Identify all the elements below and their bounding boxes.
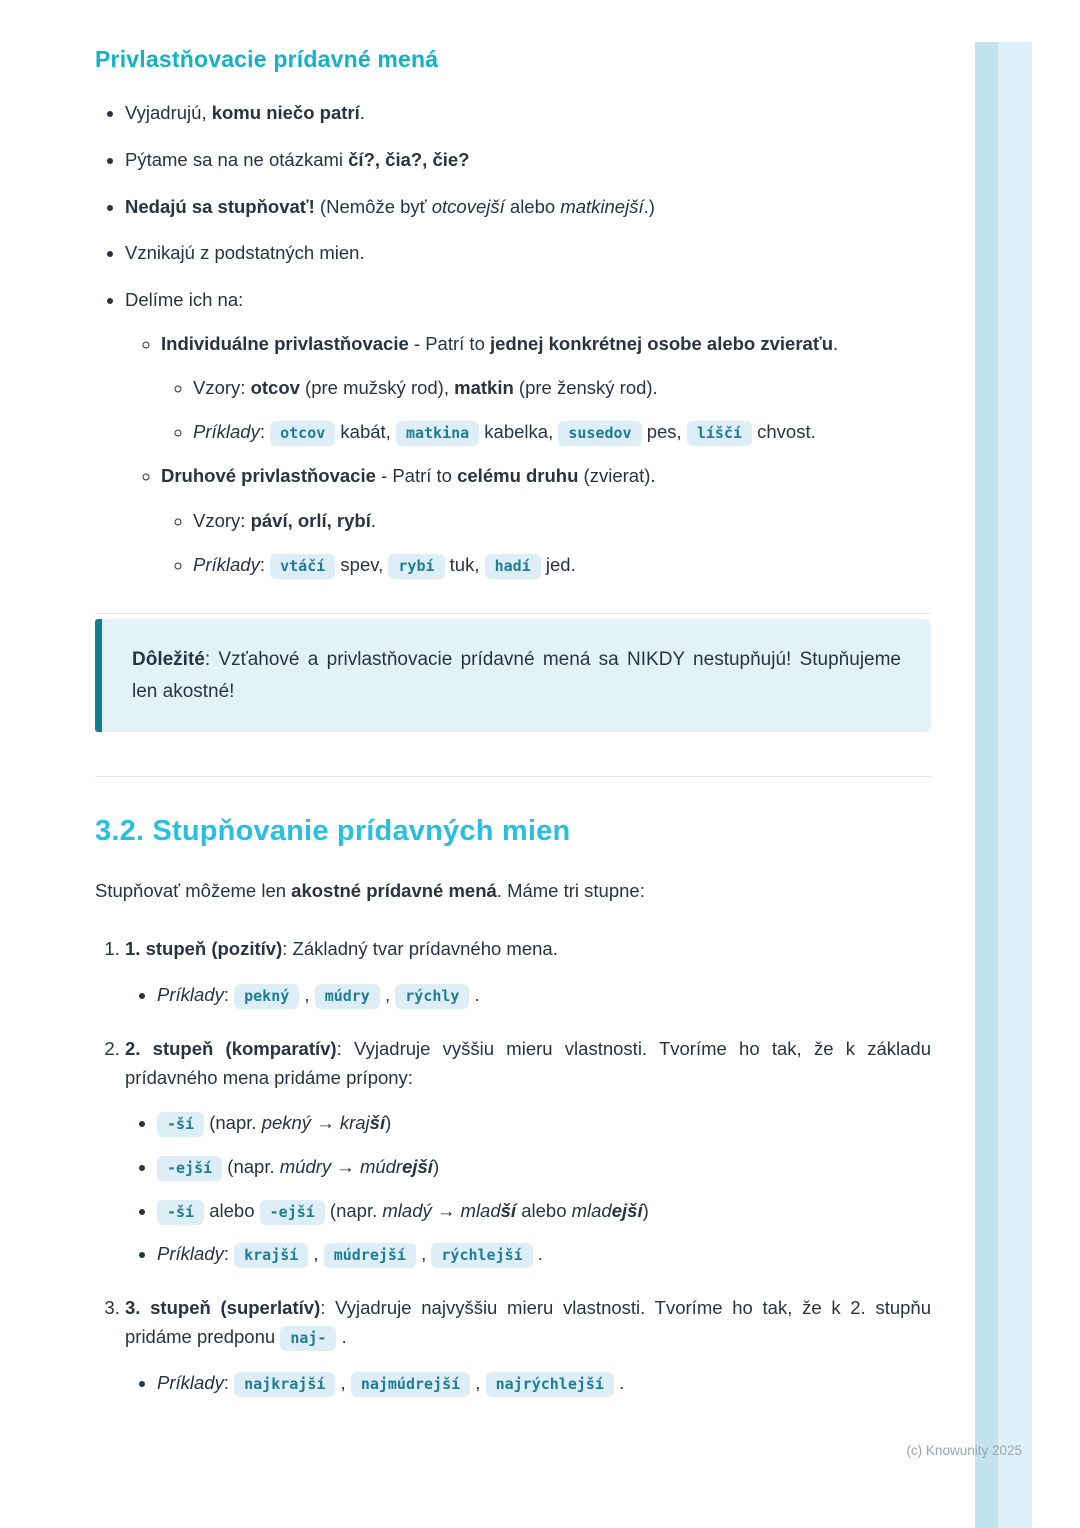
- bullet-text: • -ejší (napr. múdry → múdrejší): [157, 1153, 931, 1181]
- step-examples-list: [125, 981, 931, 1009]
- bullet-text: • Vznikajú z podstatných mien.: [125, 242, 365, 264]
- inline-code-chip: naj-: [280, 1326, 336, 1351]
- inline-code-chip: rýchly: [395, 984, 469, 1009]
- inline-code-chip: pekný: [234, 984, 299, 1009]
- inline-code-chip: matkina: [396, 421, 479, 446]
- section-title-stupnovanie: 3.2. Stupňovanie prídavných mien: [95, 814, 571, 847]
- page-edge-decoration: [975, 42, 1032, 1528]
- bullet-item: [161, 329, 931, 447]
- bullet-item: [157, 1240, 931, 1268]
- bullet-text: • Vyjadrujú, komu niečo patrí.: [125, 102, 365, 123]
- possessive-bullet-list: [95, 99, 931, 579]
- bullet-item: [193, 550, 931, 580]
- step-suffixes-list: [125, 1109, 931, 1268]
- bullet-text: ◦ Príklady: vtáčí spev, rybí tuk, hadí jed.: [193, 550, 931, 580]
- bullet-item: [125, 239, 931, 267]
- bullet-item: [125, 193, 931, 221]
- bullet-text: ◦ Vzory: otcov (pre mužský rod), matkin (pre ženský rod).: [193, 377, 658, 399]
- bullet-item: [157, 1197, 931, 1225]
- copyright-footer: (c) Knowunity 2025: [906, 1443, 1022, 1458]
- step-text: 1. 1. stupeň (pozitív): Základný tvar prídavného mena.: [125, 938, 558, 960]
- bullet-text: • Príklady: krajší , múdrejší , rýchlejší .: [157, 1240, 931, 1268]
- section-divider: [95, 776, 931, 777]
- edge-strip-dark: [975, 42, 998, 1528]
- bullet-item: [193, 506, 931, 536]
- bullet-text: ◦ Príklady: otcov kabát, matkina kabelka, susedov pes, líščí chvost.: [193, 417, 931, 447]
- bullet-text: ◦ Druhové privlastňovacie - Patrí to celému druhu (zvierat).: [161, 465, 656, 487]
- inline-code-chip: vtáčí: [270, 554, 335, 579]
- inline-code-chip: susedov: [558, 421, 641, 446]
- section-title-privlastnovacie: Privlastňovacie prídavné mená: [95, 46, 439, 72]
- bullet-item: [157, 1153, 931, 1181]
- inline-code-chip: najmúdrejší: [351, 1372, 470, 1397]
- bullet-item: [125, 286, 931, 579]
- intro-paragraph: Stupňovať môžeme len akostné prídavné mená. Máme tri stupne:: [95, 879, 645, 901]
- inline-code-chip: rýchlejší: [431, 1243, 532, 1268]
- inline-code-chip: krajší: [234, 1243, 308, 1268]
- step-examples-list: [125, 1369, 931, 1397]
- grades-ordered-list: [95, 935, 931, 1396]
- bullet-item: [161, 461, 931, 579]
- species-detail-list: [161, 506, 931, 579]
- bullet-item: [157, 981, 931, 1009]
- bullet-text: ◦ Vzory: páví, orlí, rybí.: [193, 509, 377, 531]
- inline-code-chip: -ší: [157, 1112, 204, 1137]
- bullet-item: [125, 99, 931, 127]
- inline-code-chip: líščí: [687, 421, 752, 446]
- bullet-item: [193, 373, 931, 403]
- bullet-text: • Nedajú sa stupňovať! (Nemôže byť otcovejší alebo matkinejší.): [125, 195, 655, 217]
- step-text: 2. 2. stupeň (komparatív): Vyjadruje vyššiu mieru vlastnosti. Tvoríme ho tak, že k základu prídavného mena pridáme prípony:: [125, 1037, 931, 1088]
- bullet-item: [193, 417, 931, 447]
- step-item: [125, 935, 931, 1008]
- inline-code-chip: -ejší: [260, 1200, 325, 1225]
- inline-code-chip: múdrejší: [324, 1243, 416, 1268]
- inline-code-chip: otcov: [270, 421, 335, 446]
- inline-code-chip: hadí: [485, 554, 541, 579]
- bullet-text: • Príklady: pekný , múdry , rýchly .: [157, 981, 931, 1009]
- bullet-text: • Delíme ich na:: [125, 289, 244, 310]
- bullet-text: ◦ Individuálne privlastňovacie - Patrí to jednej konkrétnej osobe alebo zvieraťu.: [161, 332, 839, 354]
- callout-text: Dôležité: Vzťahové a privlastňovacie prídavné mená sa NIKDY nestupňujú! Stupňujeme len akostné!: [132, 649, 901, 702]
- edge-strip-light: [998, 42, 1032, 1528]
- bullet-item: [157, 1369, 931, 1397]
- inline-code-chip: múdry: [315, 984, 380, 1009]
- inline-code-chip: najrýchlejší: [486, 1372, 614, 1397]
- individual-detail-list: [161, 373, 931, 446]
- step-item: [125, 1294, 931, 1396]
- step-text: 3. 3. stupeň (superlatív): Vyjadruje najvyššiu mieru vlastnosti. Tvoríme ho tak, že k 2. stupňu pridáme predponu naj- .: [125, 1294, 931, 1351]
- bullet-text: • -ší (napr. pekný → krajší): [157, 1109, 931, 1137]
- bullet-text: • -ší alebo -ejší (napr. mladý → mladší alebo mladejší): [157, 1197, 931, 1225]
- inline-code-chip: -ejší: [157, 1156, 222, 1181]
- inline-code-chip: rybí: [388, 554, 444, 579]
- possessive-type-list: [125, 329, 931, 579]
- important-callout: [95, 619, 931, 732]
- page-content: [95, 46, 931, 1422]
- section-divider: [95, 613, 931, 614]
- bullet-item: [125, 146, 931, 174]
- bullet-text: • Pýtame sa na ne otázkami čí?, čia?, čie?: [125, 148, 470, 170]
- bullet-text: • Príklady: najkrajší , najmúdrejší , najrýchlejší .: [157, 1369, 931, 1397]
- inline-code-chip: -ší: [157, 1200, 204, 1225]
- inline-code-chip: najkrajší: [234, 1372, 335, 1397]
- step-item: [125, 1035, 931, 1268]
- bullet-item: [157, 1109, 931, 1137]
